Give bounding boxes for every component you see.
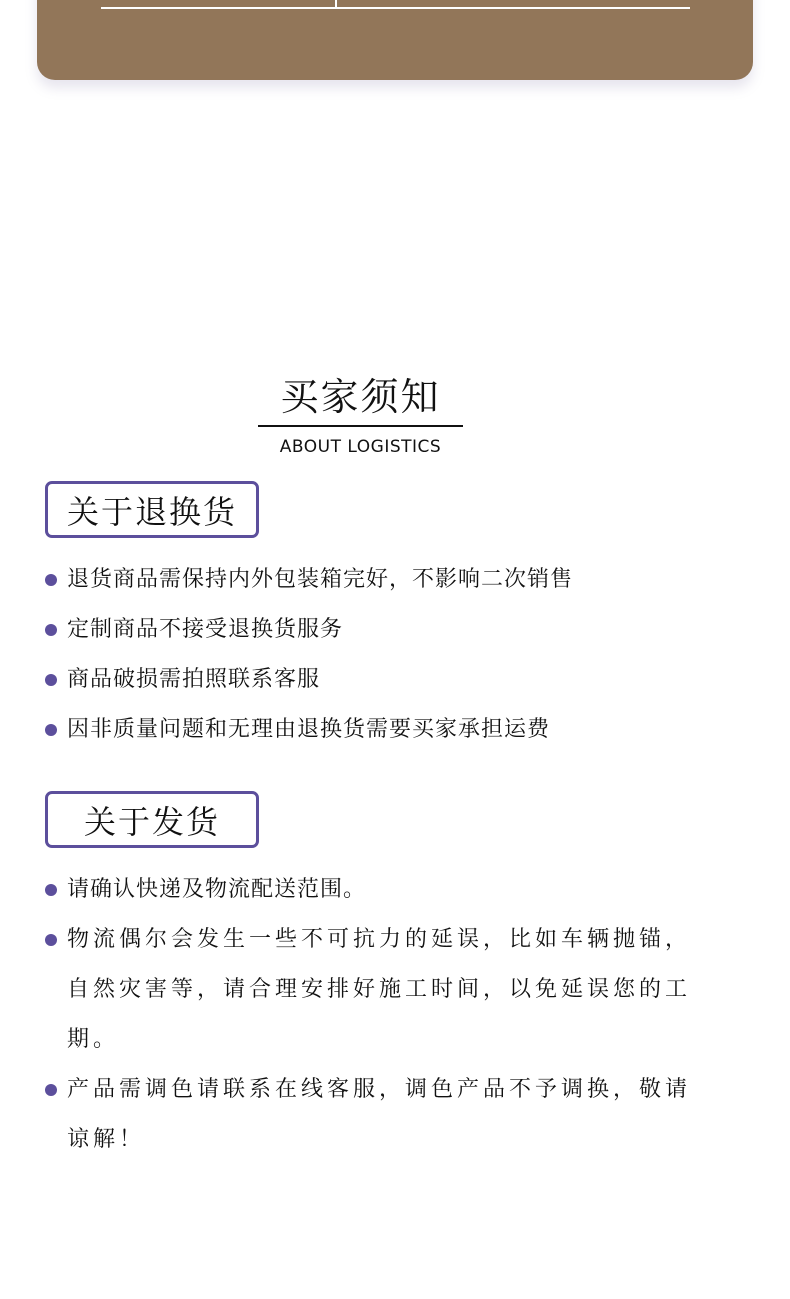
bullet-icon <box>45 884 57 896</box>
page-subtitle: ABOUT LOGISTICS <box>279 437 442 457</box>
shipping-list <box>45 865 695 1165</box>
list-item <box>45 915 695 1065</box>
bullet-icon <box>45 574 57 586</box>
section-title-returns: 关于退换货 <box>45 481 259 538</box>
list-item <box>45 655 695 705</box>
list-item <box>45 605 695 655</box>
list-item-text: 请确认快递及物流配送范围。 <box>67 877 367 902</box>
divider-line-right <box>336 7 690 9</box>
list-item-text: 商品破损需拍照联系客服 <box>67 667 321 692</box>
top-card <box>37 0 753 80</box>
list-item-text: 因非质量问题和无理由退换货需要买家承担运费 <box>67 717 551 742</box>
divider-line-left <box>101 7 335 9</box>
list-item <box>45 865 695 915</box>
section-title-shipping: 关于发货 <box>45 791 259 848</box>
list-item-text: 退货商品需保持内外包装箱完好，不影响二次销售 <box>67 567 574 592</box>
page-title: 买家须知 <box>280 375 441 419</box>
bullet-icon <box>45 934 57 946</box>
list-item-text: 产品需调色请联系在线客服，调色产品不予调换，敬请谅解！ <box>67 1077 692 1152</box>
returns-list <box>45 555 695 755</box>
bullet-icon <box>45 624 57 636</box>
list-item <box>45 705 695 755</box>
list-item <box>45 555 695 605</box>
bullet-icon <box>45 724 57 736</box>
bullet-icon <box>45 674 57 686</box>
bullet-icon <box>45 1084 57 1096</box>
list-item-text: 物流偶尔会发生一些不可抗力的延误，比如车辆抛锚，自然灾害等，请合理安排好施工时间，以免延误您的工期。 <box>67 927 692 1052</box>
title-underline <box>258 425 463 427</box>
list-item-text: 定制商品不接受退换货服务 <box>67 617 344 642</box>
list-item <box>45 1065 695 1165</box>
